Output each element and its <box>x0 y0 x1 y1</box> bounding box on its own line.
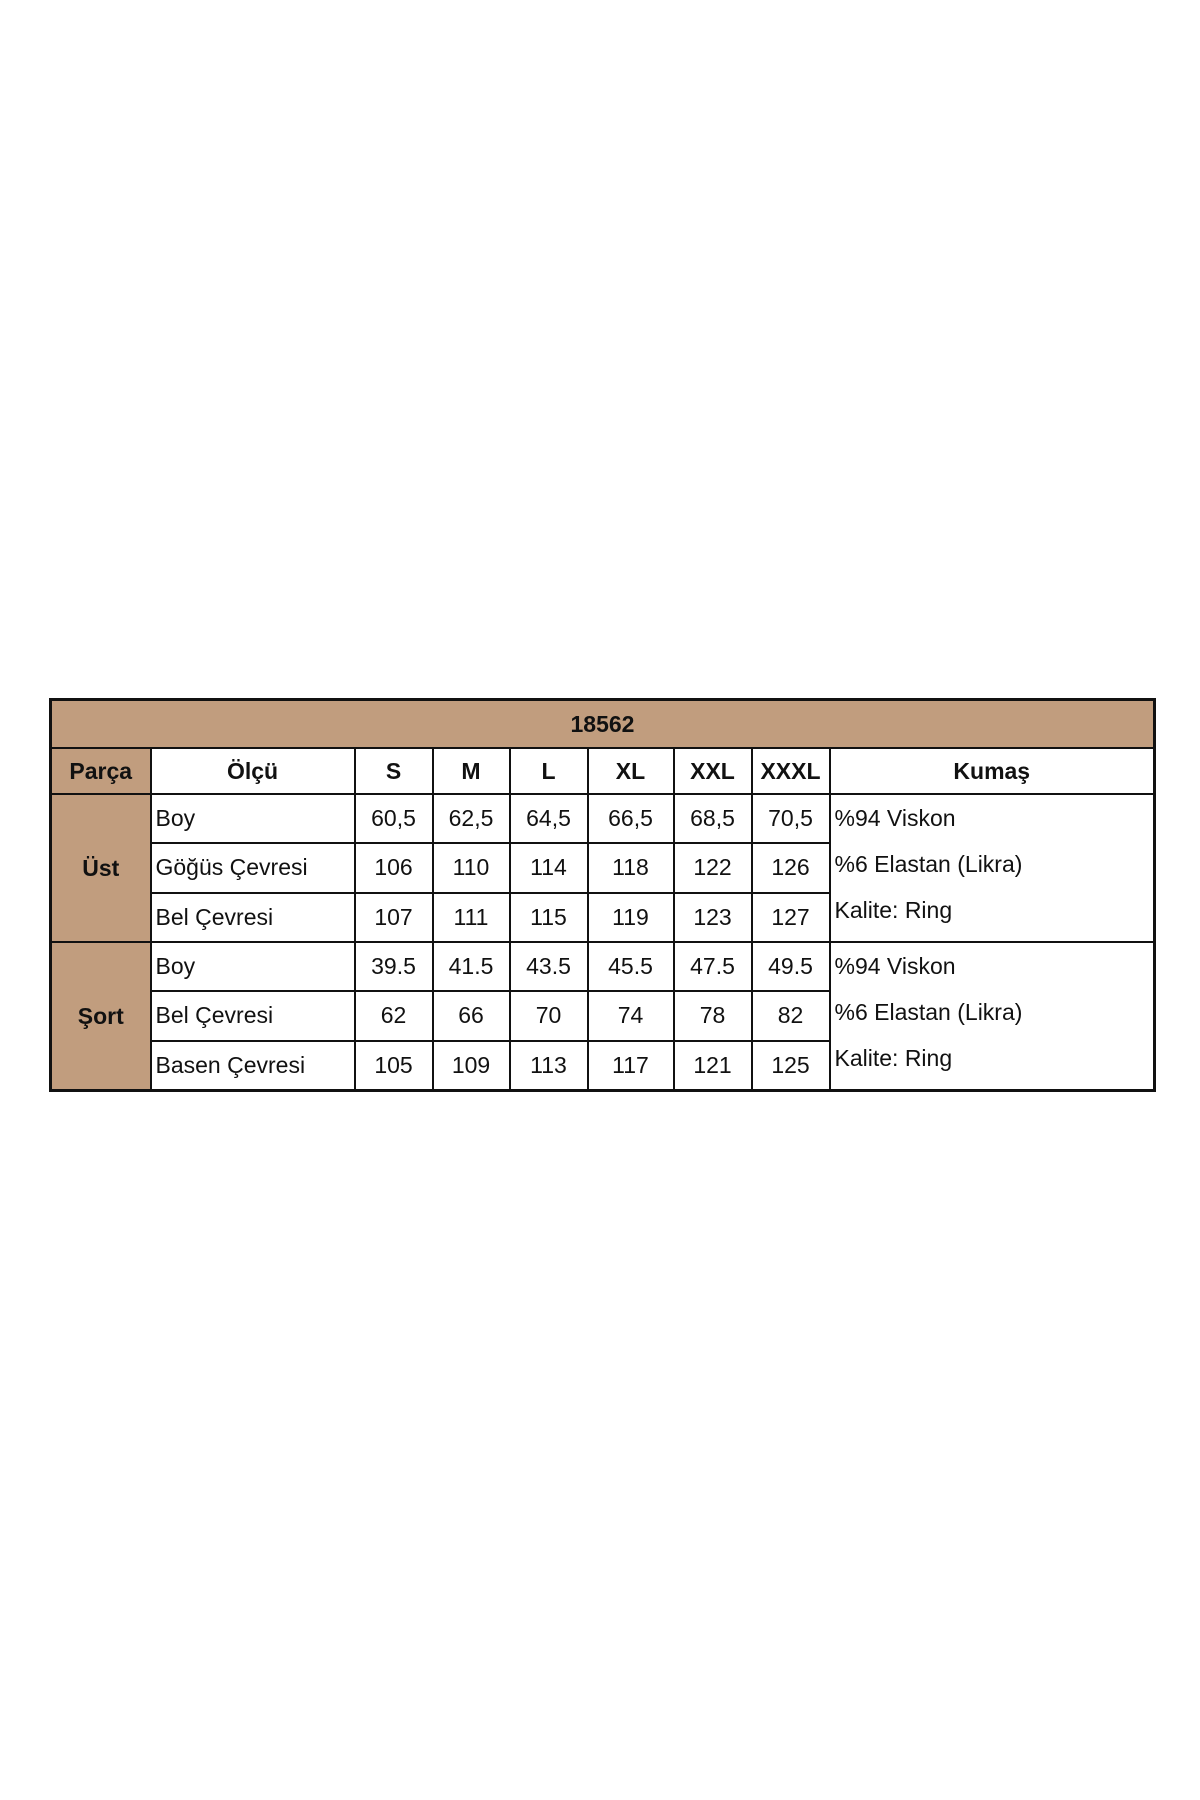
value-cell: 105 <box>355 1041 433 1091</box>
measure-label: Basen Çevresi <box>151 1041 355 1091</box>
value-cell: 45.5 <box>588 942 674 991</box>
measure-label: Boy <box>151 794 355 843</box>
header-fabric: Kumaş <box>830 748 1155 794</box>
value-cell: 70 <box>510 991 588 1040</box>
value-cell: 110 <box>433 843 510 892</box>
value-cell: 118 <box>588 843 674 892</box>
header-size-l: L <box>510 748 588 794</box>
size-chart <box>49 698 1153 1092</box>
value-cell: 123 <box>674 893 752 942</box>
value-cell: 47.5 <box>674 942 752 991</box>
value-cell: 115 <box>510 893 588 942</box>
fabric-line: %6 Elastan (Likra) <box>834 851 1023 877</box>
header-measure: Ölçü <box>151 748 355 794</box>
table-title: 18562 <box>51 700 1155 749</box>
fabric-line: %94 Viskon <box>834 953 956 979</box>
value-cell: 119 <box>588 893 674 942</box>
value-cell: 62 <box>355 991 433 1040</box>
measure-label: Bel Çevresi <box>151 893 355 942</box>
header-size-s: S <box>355 748 433 794</box>
value-cell: 109 <box>433 1041 510 1091</box>
value-cell: 66 <box>433 991 510 1040</box>
value-cell: 60,5 <box>355 794 433 843</box>
value-cell: 106 <box>355 843 433 892</box>
value-cell: 122 <box>674 843 752 892</box>
value-cell: 62,5 <box>433 794 510 843</box>
size-table <box>49 698 1156 1092</box>
value-cell: 64,5 <box>510 794 588 843</box>
value-cell: 125 <box>752 1041 830 1091</box>
measure-label: Bel Çevresi <box>151 991 355 1040</box>
value-cell: 82 <box>752 991 830 1040</box>
value-cell: 78 <box>674 991 752 1040</box>
header-size-xxxl: XXXL <box>752 748 830 794</box>
value-cell: 41.5 <box>433 942 510 991</box>
title-row <box>51 700 1155 749</box>
fabric-info-sort <box>830 942 1155 1091</box>
value-cell: 43.5 <box>510 942 588 991</box>
value-cell: 70,5 <box>752 794 830 843</box>
value-cell: 66,5 <box>588 794 674 843</box>
value-cell: 114 <box>510 843 588 892</box>
value-cell: 68,5 <box>674 794 752 843</box>
fabric-line: %6 Elastan (Likra) <box>834 999 1023 1025</box>
table-row <box>51 942 1155 991</box>
header-size-xxl: XXL <box>674 748 752 794</box>
header-part: Parça <box>51 748 151 794</box>
fabric-info-ust <box>830 794 1155 942</box>
fabric-line: Kalite: Ring <box>834 1045 953 1071</box>
value-cell: 126 <box>752 843 830 892</box>
part-label-ust: Üst <box>51 794 151 942</box>
value-cell: 107 <box>355 893 433 942</box>
value-cell: 39.5 <box>355 942 433 991</box>
table-row <box>51 794 1155 843</box>
measure-label: Boy <box>151 942 355 991</box>
value-cell: 127 <box>752 893 830 942</box>
value-cell: 111 <box>433 893 510 942</box>
fabric-line: Kalite: Ring <box>834 897 953 923</box>
header-row <box>51 748 1155 794</box>
header-size-m: M <box>433 748 510 794</box>
fabric-line: %94 Viskon <box>834 805 956 831</box>
value-cell: 49.5 <box>752 942 830 991</box>
measure-label: Göğüs Çevresi <box>151 843 355 892</box>
value-cell: 117 <box>588 1041 674 1091</box>
value-cell: 74 <box>588 991 674 1040</box>
header-size-xl: XL <box>588 748 674 794</box>
value-cell: 121 <box>674 1041 752 1091</box>
value-cell: 113 <box>510 1041 588 1091</box>
part-label-sort: Şort <box>51 942 151 1091</box>
